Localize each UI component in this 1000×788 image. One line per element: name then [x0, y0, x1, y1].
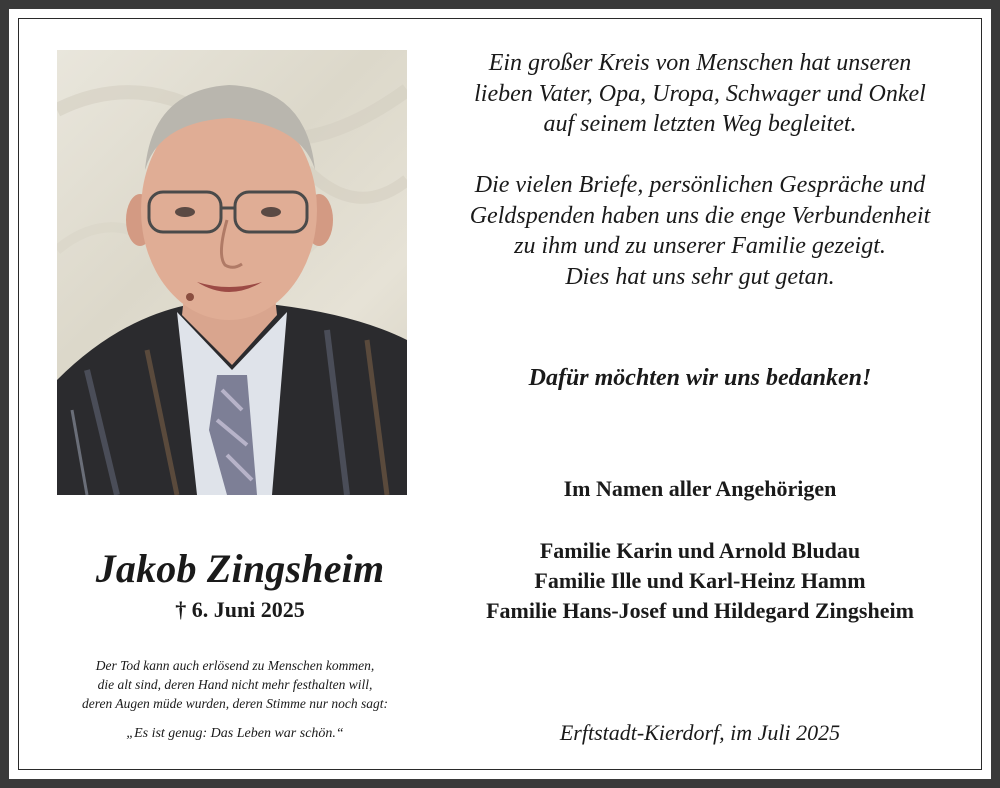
deceased-name: Jakob Zingsheim [95, 546, 385, 591]
text-line: Geldspenden haben uns die enge Verbundenheit [469, 202, 931, 229]
quote: „Es ist genug: Das Leben war schön.“ [126, 726, 344, 741]
poem-line: Der Tod kann auch erlösend zu Menschen kommen, [95, 658, 375, 673]
text-line: lieben Vater, Opa, Uropa, Schwager und Onkel [474, 80, 926, 107]
place-date: Erftstadt-Kierdorf, im Juli 2025 [559, 720, 841, 745]
text-line: Dies hat uns sehr gut getan. [565, 263, 835, 290]
text-line: Die vielen Briefe, persönlichen Gespräche und [474, 172, 926, 198]
family-name: Familie Hans-Josef und Hildegard Zingsheim [486, 598, 914, 623]
text-line: zu ihm und zu unserer Familie gezeigt. [514, 233, 886, 259]
family-list [430, 536, 970, 626]
poem-line: die alt sind, deren Hand nicht mehr festhalten will, [97, 677, 373, 692]
text-line: Ein großer Kreis von Menschen hat unseren [488, 50, 912, 76]
paragraph-letters [430, 170, 970, 292]
thanks-line: Dafür möchten wir uns bedanken! [528, 365, 872, 391]
text-line: auf seinem letzten Weg begleitet. [543, 111, 857, 137]
portrait-photo [57, 50, 407, 495]
on-behalf-line: Im Namen aller Angehörigen [563, 476, 837, 501]
family-name: Familie Ille und Karl-Heinz Hamm [534, 568, 866, 593]
death-date: † 6. Juni 2025 [175, 597, 305, 622]
family-name: Familie Karin und Arnold Bludau [539, 538, 861, 563]
paragraph-gratitude-intro [430, 48, 970, 140]
poem [30, 656, 440, 713]
poem-line: deren Augen müde wurden, deren Stimme nur noch sagt: [81, 696, 389, 711]
